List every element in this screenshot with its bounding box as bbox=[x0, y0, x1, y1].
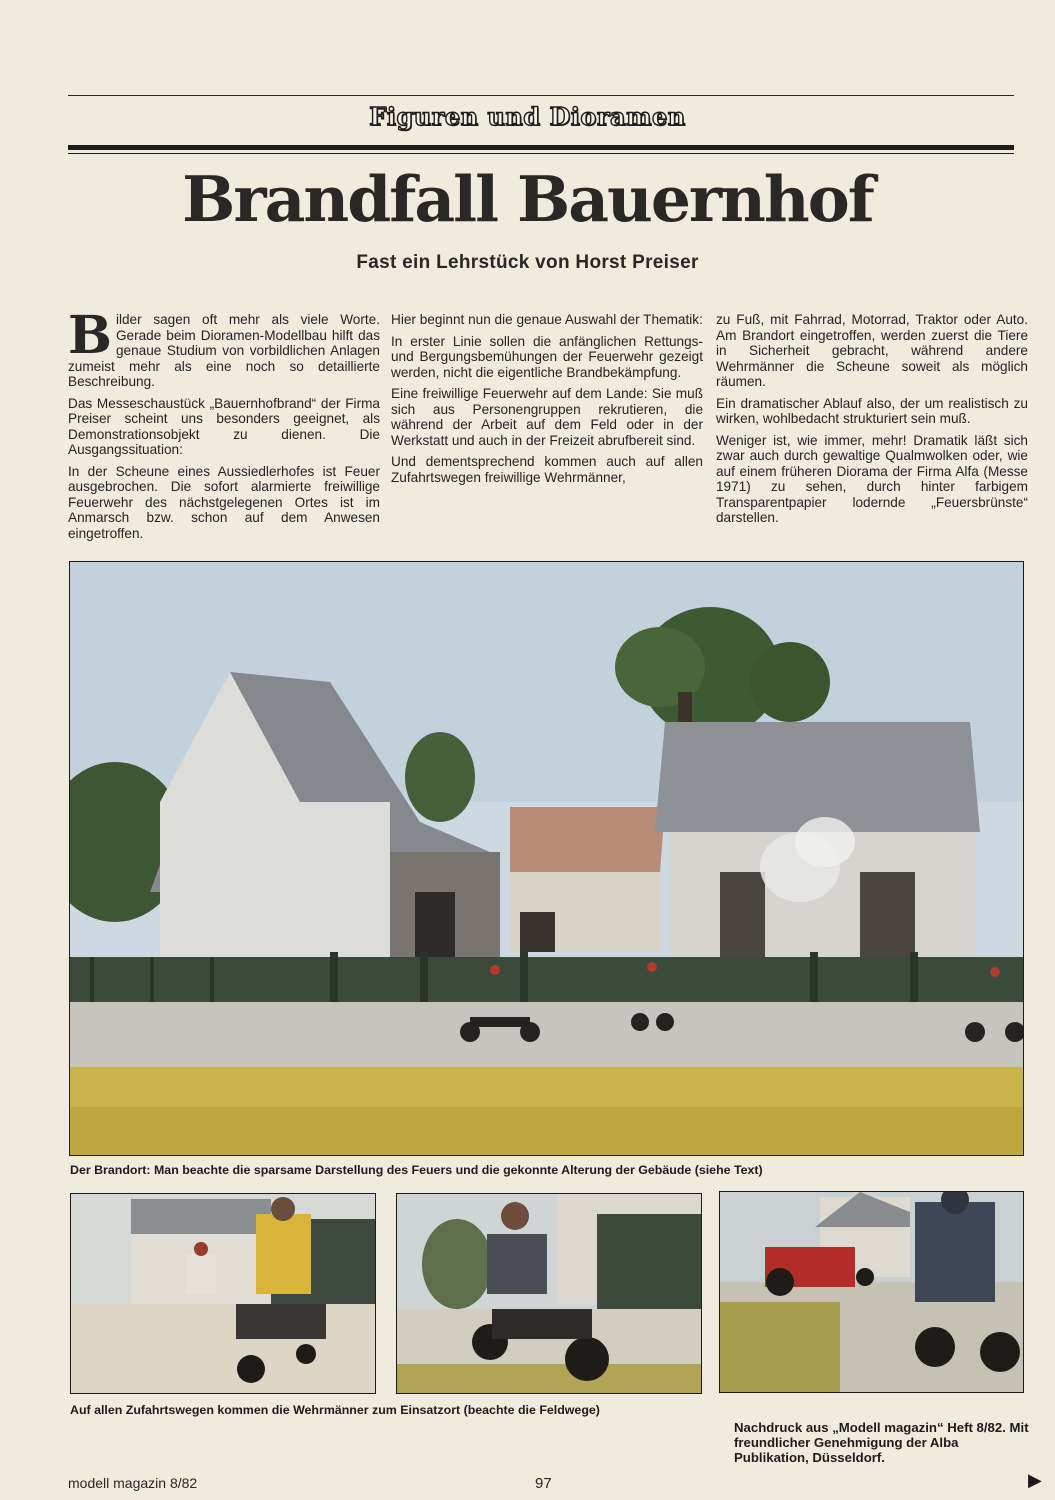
reprint-notice: Nachdruck aus „Modell magazin“ Heft 8/82. Mit freundlicher Genehmigung der Alba Publikation, Düsseldorf. bbox=[734, 1420, 1029, 1465]
paragraph: zu Fuß, mit Fahrrad, Motorrad, Traktor oder Auto. Am Brandort eingetroffen, werden zuerst die Tiere in Sicherheit gebracht, während andere Wehrmänner die Scheune soweit als möglich räumen. bbox=[716, 312, 1028, 389]
article-column-1 bbox=[68, 305, 380, 547]
article-column-2 bbox=[391, 312, 703, 491]
section-banner: Figuren und Dioramen bbox=[369, 102, 686, 131]
banner-rule-thick bbox=[68, 145, 1014, 150]
main-diorama-photo bbox=[69, 561, 1024, 1156]
paragraph: In der Scheune eines Aussiedlerhofes ist Feuer ausgebrochen. Die sofort alarmierte freiwillige Feuerwehr des nächstgelegenen Ortes ist im Anmarsch bzw. schon auf dem Anwesen eingetroffen. bbox=[68, 463, 380, 541]
paragraph: Ein dramatischer Ablauf also, der um realistisch zu wirken, wohlbedacht strukturiert sein muß. bbox=[716, 395, 1028, 426]
paragraph: Weniger ist, wie immer, mehr! Dramatik läßt sich zwar auch durch gewaltige Qualmwolken oder, wie auf einem früheren Diorama der Firma Alfa (Messe 1971) zu sehen, durch hinter farbigem Transparentpapier lodernde „Feuersbrünste“ darstellen. bbox=[716, 432, 1028, 525]
paragraph: In erster Linie sollen die anfänglichen Rettungs- und Bergungsbemühungen der Feuerwehr gezeigt werden, nicht die eigentliche Brandbekämpfung. bbox=[391, 333, 703, 380]
small-photo-1 bbox=[70, 1193, 376, 1394]
article-column-3 bbox=[716, 312, 1028, 532]
main-photo-caption: Der Brandort: Man beachte die sparsame Darstellung des Feuers und die gekonnte Alterung der Gebäude (siehe Text) bbox=[70, 1163, 763, 1177]
top-rule bbox=[68, 95, 1014, 96]
footer-magazine: modell magazin 8/82 bbox=[68, 1475, 198, 1491]
banner-rule-thin bbox=[68, 153, 1014, 154]
paragraph: ilder sagen oft mehr als viele Worte. Gerade beim Dioramen-Modellbau hilft das genaue Studium von vorbildlichen Anlagen zumeist mehr als eine noch so detaillierte Beschreibung. bbox=[68, 312, 380, 389]
small-photo-2 bbox=[396, 1193, 702, 1394]
paragraph: Hier beginnt nun die genaue Auswahl der Thematik: bbox=[391, 312, 703, 327]
next-page-arrow-icon[interactable]: ▶ bbox=[1028, 1470, 1042, 1490]
paragraph: Und dementsprechend kommen auch auf allen Zufahrtswegen freiwillige Wehrmänner, bbox=[391, 454, 703, 485]
small-photos-caption: Auf allen Zufahrtswegen kommen die Wehrmänner zum Einsatzort (beachte die Feldwege) bbox=[70, 1403, 600, 1417]
page-number: 97 bbox=[535, 1475, 552, 1492]
paragraph: Das Messeschaustück „Bauernhofbrand“ der Firma Preiser scheint uns besonders geeignet, als Demonstrationsobjekt zu dienen. Die Ausgangssituation: bbox=[68, 395, 380, 457]
paragraph: Eine freiwillige Feuerwehr auf dem Lande: Sie muß sich aus Personengruppen rekrutieren, die während der Arbeit auf dem Feld oder in der Werkstatt und auch in der Freizeit abrufbereit sind. bbox=[391, 386, 703, 448]
small-photo-3 bbox=[719, 1191, 1024, 1393]
article-headline: Brandfall Bauernhof bbox=[182, 162, 873, 236]
article-subhead: Fast ein Lehrstück von Horst Preiser bbox=[356, 252, 699, 273]
dropcap: B bbox=[68, 305, 112, 366]
